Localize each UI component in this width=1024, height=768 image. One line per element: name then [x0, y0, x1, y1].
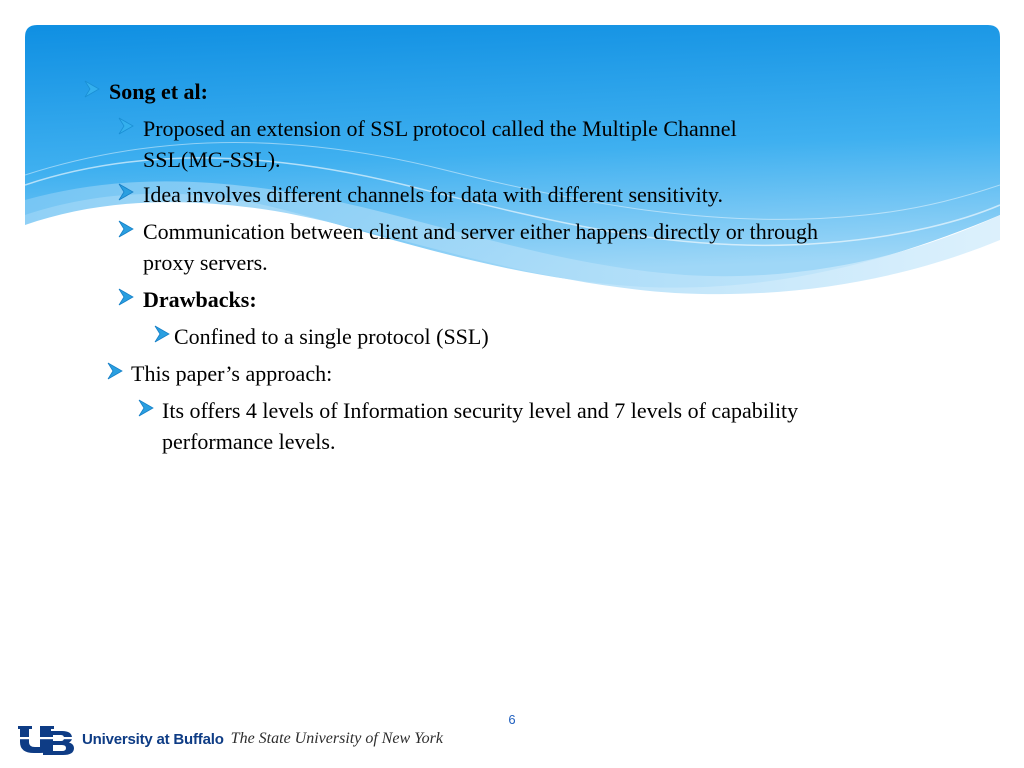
arrow-bullet-icon — [154, 325, 170, 343]
arrow-bullet-icon — [118, 220, 134, 238]
arrow-bullet-icon — [118, 288, 134, 306]
arrow-bullet-icon — [107, 362, 123, 380]
bullet-this-paper — [107, 358, 332, 389]
arrow-bullet-icon — [138, 399, 154, 417]
page-number: 6 — [508, 712, 516, 727]
institution-tagline: The State University of New York — [230, 730, 443, 747]
arrow-bullet-icon — [118, 117, 134, 135]
arrow-bullet-icon — [118, 183, 134, 201]
university-logo — [16, 722, 443, 756]
bullet-text: This paper’s approach: — [131, 361, 333, 386]
bullet-text-continuation: SSL(MC-SSL). — [143, 147, 281, 172]
bullet-text: Confined to a single protocol (SSL) — [174, 324, 489, 349]
bullet-text: Idea involves different channels for data with different sensitivity. — [143, 182, 723, 207]
bullet-confined — [154, 321, 489, 352]
bullet-text: Communication between client and server either happens directly or through — [143, 219, 819, 244]
bullet-text-continuation: performance levels. — [162, 429, 336, 454]
bullet-idea — [118, 179, 723, 210]
arrow-bullet-icon — [84, 80, 100, 98]
bullet-levels — [138, 395, 798, 457]
bullet-text: Its offers 4 levels of Information security level and 7 levels of capability — [162, 398, 799, 423]
bullet-drawbacks — [118, 284, 257, 315]
ub-logo-mark-icon — [16, 722, 76, 756]
institution-name: University at Buffalo — [82, 730, 224, 748]
bullet-mc-ssl — [118, 113, 737, 175]
bullet-communication — [118, 216, 818, 278]
bullet-text-continuation: proxy servers. — [143, 250, 268, 275]
bullet-text: Song et al: — [109, 79, 208, 104]
bullet-text: Drawbacks: — [143, 287, 257, 312]
bullet-text: Proposed an extension of SSL protocol called the Multiple Channel — [143, 116, 737, 141]
bullet-song-et-al — [84, 76, 208, 107]
